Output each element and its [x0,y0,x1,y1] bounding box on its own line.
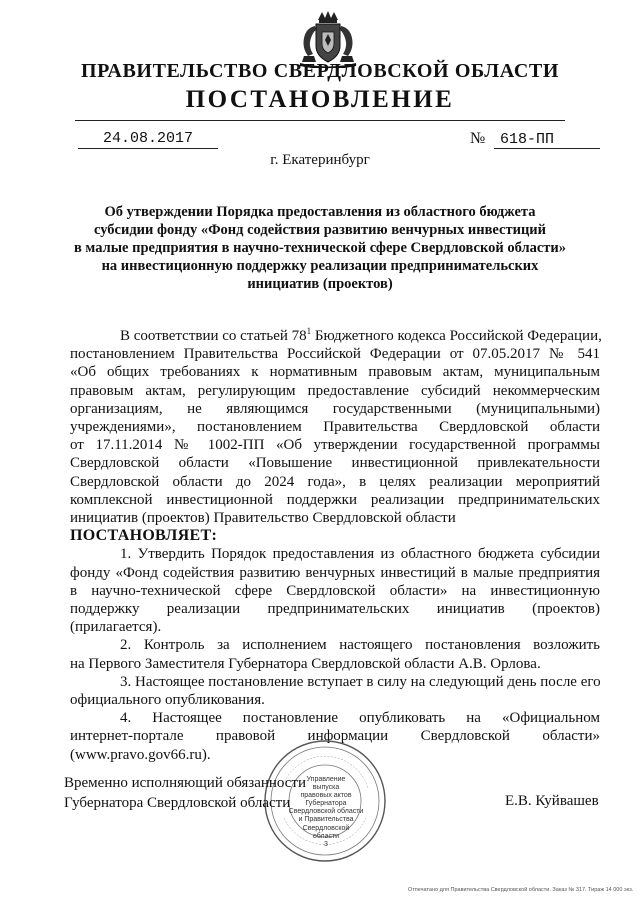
item-1-line: 1. Утвердить Порядок предоставления из областного бюджета субсидии [120,546,600,563]
superscript: 1 [306,326,312,336]
preamble-line: учреждениями», постановлением Правительства Свердловской области [70,419,600,436]
title-line: субсидии фонду «Фонд содействия развитию венчурных инвестиций [93,222,547,238]
header-divider [75,120,565,121]
preamble-text: Бюджетного кодекса Российской Федерации, [311,328,602,344]
document-body [70,322,600,764]
title-line: на инвестиционную поддержку реализации предпринимательских [101,258,539,274]
preamble-line: Свердловской области до 2024 года», в целях реализации мероприятий [70,473,600,490]
preamble-line: комплексной инвестиционной поддержки реализации предпринимательских [70,491,600,508]
number-sign: № [470,130,486,147]
item-2-line: на Первого Заместителя Губернатора Свердловской области А.В. Орлова. [70,655,541,672]
title-line: инициатив (проектов) [247,276,393,292]
seal-line: выпуска [312,784,340,792]
preamble-text: В соответствии со статьей 78 [120,328,307,344]
seal-line: Управление [306,776,346,783]
item-4-line: интернет-портале правовой информации Свердловской области» [70,728,600,745]
document-type: ПОСТАНОВЛЕНИЕ [185,86,455,113]
preamble-line: от 17.11.2014 № 1002-ПП «Об утверждении государственной программы [70,437,600,454]
seal-line: Свердловской области [288,808,364,816]
preamble-line: инициатив (проектов) Правительство Свердловской области [70,510,456,527]
seal-line: и Правительства [298,816,354,824]
preamble-line: «Об общих требованиях к нормативным правовым актам, муниципальным [70,364,600,381]
item-1-line: фонду «Фонд содействия развитию венчурных инвестиций в малые предприятия [70,564,600,581]
item-4-line: (www.pravo.gov66.ru). [70,746,211,763]
item-2-line: 2. Контроль за исполнением настоящего постановления возложить [120,637,600,654]
item-3-line: официального опубликования. [70,692,265,709]
preamble-line: организациям, не являющимся государственными (муниципальными) [70,400,600,417]
title-line: в малые предприятия в научно-технической сфере Свердловской области» [73,240,567,256]
signatory-position [64,773,306,813]
document-title [70,203,570,293]
title-line: Об утверждении Порядка предоставления из областного бюджета [104,204,536,220]
document-number [470,130,600,149]
number-value: 618-ПП [494,131,600,149]
print-note: Отпечатано для Правительства Свердловской области. Заказ № 317. Тираж 14 000 экз. [408,887,634,893]
signatory-name: Е.В. Куйвашев [505,793,599,809]
item-3-line: 3. Настоящее постановление вступает в силу на следующий день после его [120,673,601,690]
position-line: Губернатора Свердловской области [64,795,291,811]
item-1-line: (прилагается). [70,619,162,636]
government-title: ПРАВИТЕЛЬСТВО СВЕРДЛОВСКОЙ ОБЛАСТИ [81,60,559,82]
seal-line: правовых актов [300,792,352,800]
seal-line: 3 [324,840,328,848]
seal-line: Свердловской [302,824,350,832]
document-date: 24.08.2017 [78,130,218,149]
item-4-line: 4. Настоящее постановление опубликовать на «Официальном [120,710,600,727]
preamble-line: постановлением Правительства Российской Федерации от 07.05.2017 № 541 [70,346,600,363]
city: г. Екатеринбург [270,152,370,168]
preamble-line: Свердловской области «Повышение инвестиционной привлекательности [70,455,600,472]
resolves-heading: ПОСТАНОВЛЯЕТ: [70,527,218,545]
preamble-line: правовым актам, регулирующим предоставление субсидий некоммерческим [70,382,600,399]
position-line: Временно исполняющий обязанности [64,775,307,791]
seal-line: Губернатора [305,800,347,808]
item-1-line: поддержку реализации предпринимательских инициатив (проектов) [70,601,600,618]
item-1-line: в научно-технической сфере Свердловской области» на инвестиционную [70,582,600,599]
seal-line: области [312,832,340,840]
preamble-line [70,322,600,345]
